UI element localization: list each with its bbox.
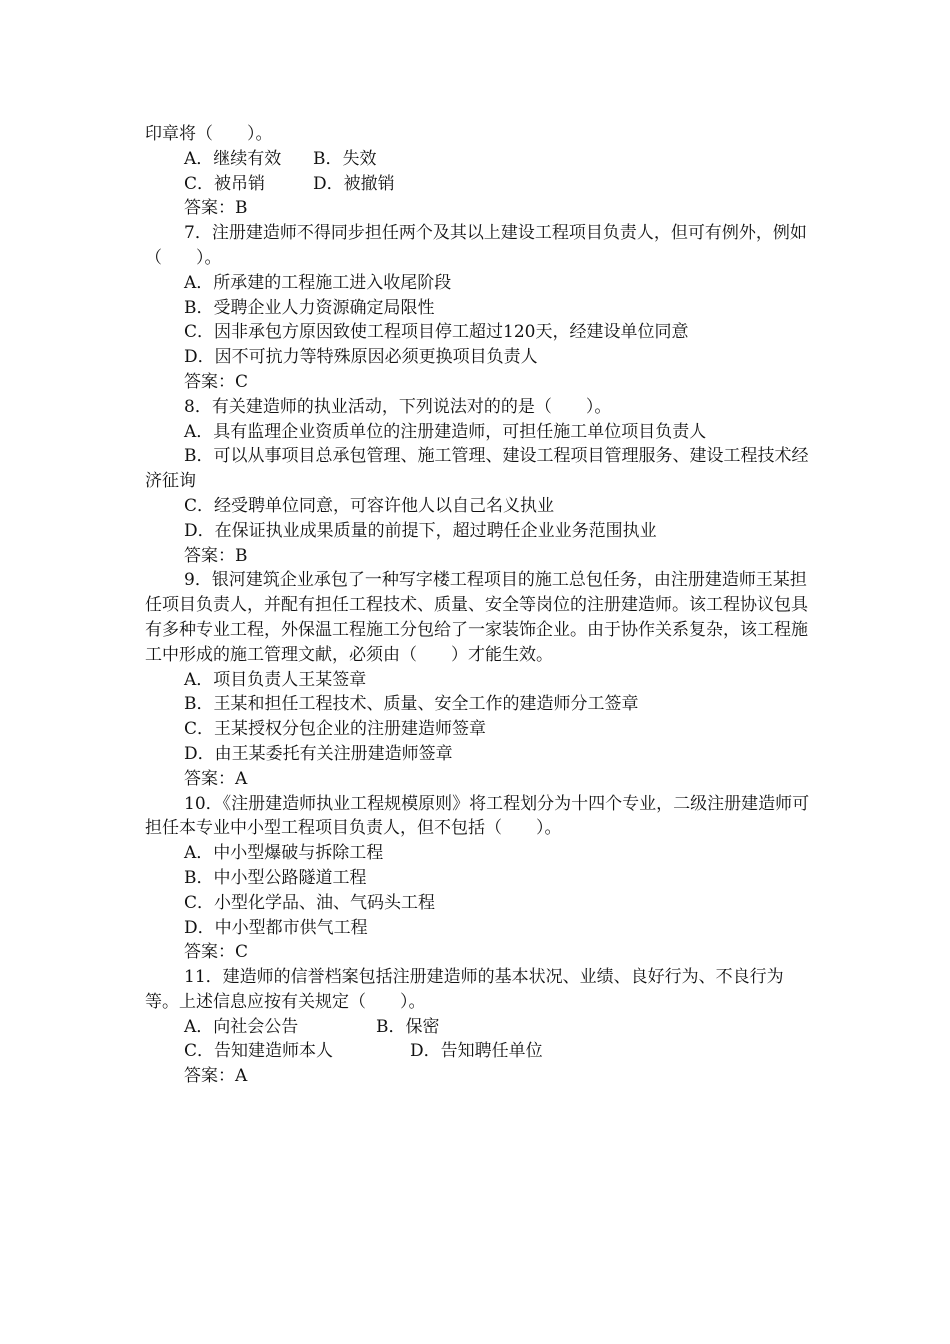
q10-option-d: D．中小型都市供气工程 <box>184 917 368 938</box>
q11-answer: 答案：A <box>184 1066 248 1087</box>
q10-answer: 答案：C <box>184 942 249 963</box>
q6-answer: 答案：B <box>184 198 248 219</box>
q6-option-a: A．继续有效 <box>184 148 282 169</box>
q6-options-cd <box>145 172 813 197</box>
q10-stem-text: 10．《注册建造师执业工程规模原则》将工程划分为十四个专业，二级注册建造师可担任本专业中小型工程项目负责人，但不包括（ ）。 <box>145 793 810 839</box>
q8-option-b <box>145 444 813 494</box>
q11-stem <box>145 965 813 1015</box>
q11-stem-text: 11．建造师的信誉档案包括注册建造师的基本状况、业绩、良好行为、不良行为等。上述信息应按有关规定（ ）。 <box>145 967 784 1012</box>
q8-option-a: A．具有监理企业资质单位的注册建造师，可担任施工单位项目负责人 <box>184 421 707 442</box>
q9-option-d: D．由王某委托有关注册建造师签章 <box>184 743 453 764</box>
q9-answer: 答案：A <box>184 768 248 789</box>
q8-option-d: D．在保证执业成果质量的前提下，超过聘任企业业务范围执业 <box>184 520 657 541</box>
q9-stem <box>145 568 813 667</box>
q7-stem <box>145 221 813 271</box>
q7-option-a: A．所承建的工程施工进入收尾阶段 <box>184 272 452 293</box>
q6-stem-tail: 印章将（ ）。 <box>145 124 273 144</box>
q9-option-c: C．王某授权分包企业的注册建造师签章 <box>184 719 487 740</box>
q11-options-ab <box>145 1015 813 1040</box>
q11-options-cd <box>145 1039 813 1064</box>
q6-option-c: C．被吊销 <box>184 173 266 194</box>
q11-option-c: C．告知建造师本人 <box>184 1041 334 1062</box>
q7-stem-text: 7．注册建造师不得同步担任两个及其以上建设工程项目负责人，但可有例外，例如（ ）。 <box>145 223 807 268</box>
q10-stem <box>145 792 813 842</box>
q10-option-c: C．小型化学品、油、气码头工程 <box>184 892 436 913</box>
q10-option-a: A．中小型爆破与拆除工程 <box>184 843 384 864</box>
q9-option-a: A．项目负责人王某签章 <box>184 669 367 690</box>
q9-option-b: B．王某和担任工程技术、质量、安全工作的建造师分工签章 <box>184 694 639 715</box>
q9-stem-text: 9．银河建筑企业承包了一种写字楼工程项目的施工总包任务，由注册建造师王某担任项目负责人，并配有担任工程技术、质量、安全等岗位的注册建造师。该工程协议包具有多种专业工程，外保温工程施工分包给了一家装饰企业。由于协作关系复杂，该工程施工中形成的施工管理文献，必须由（ ）才能生效。 <box>145 570 808 665</box>
q8-option-c: C．经受聘单位同意，可容许他人以自己名义执业 <box>184 495 555 516</box>
q6-options-ab <box>145 147 813 172</box>
q8-option-b-text: B．可以从事项目总承包管理、施工管理、建设工程项目管理服务、建设工程技术经济征询 <box>145 446 809 492</box>
q6-option-d: D．被撤销 <box>313 173 395 194</box>
document-page <box>145 122 813 1089</box>
q11-option-a: A．向社会公告 <box>184 1016 299 1037</box>
q8-answer: 答案：B <box>184 545 248 566</box>
q11-option-b: B．保密 <box>376 1016 440 1037</box>
q7-option-c: C．因非承包方原因致使工程项目停工超过120天，经建设单位同意 <box>184 322 689 343</box>
q7-option-b: B．受聘企业人力资源确定局限性 <box>184 297 435 318</box>
q10-option-b: B．中小型公路隧道工程 <box>184 867 367 888</box>
q6-option-b: B．失效 <box>313 148 377 169</box>
q7-answer: 答案：C <box>184 371 249 392</box>
q11-option-d: D．告知聘任单位 <box>410 1041 543 1062</box>
q8-stem: 8．有关建造师的执业活动，下列说法对的的是（ ）。 <box>184 396 612 417</box>
q7-option-d: D．因不可抗力等特殊原因必须更换项目负责人 <box>184 347 538 368</box>
